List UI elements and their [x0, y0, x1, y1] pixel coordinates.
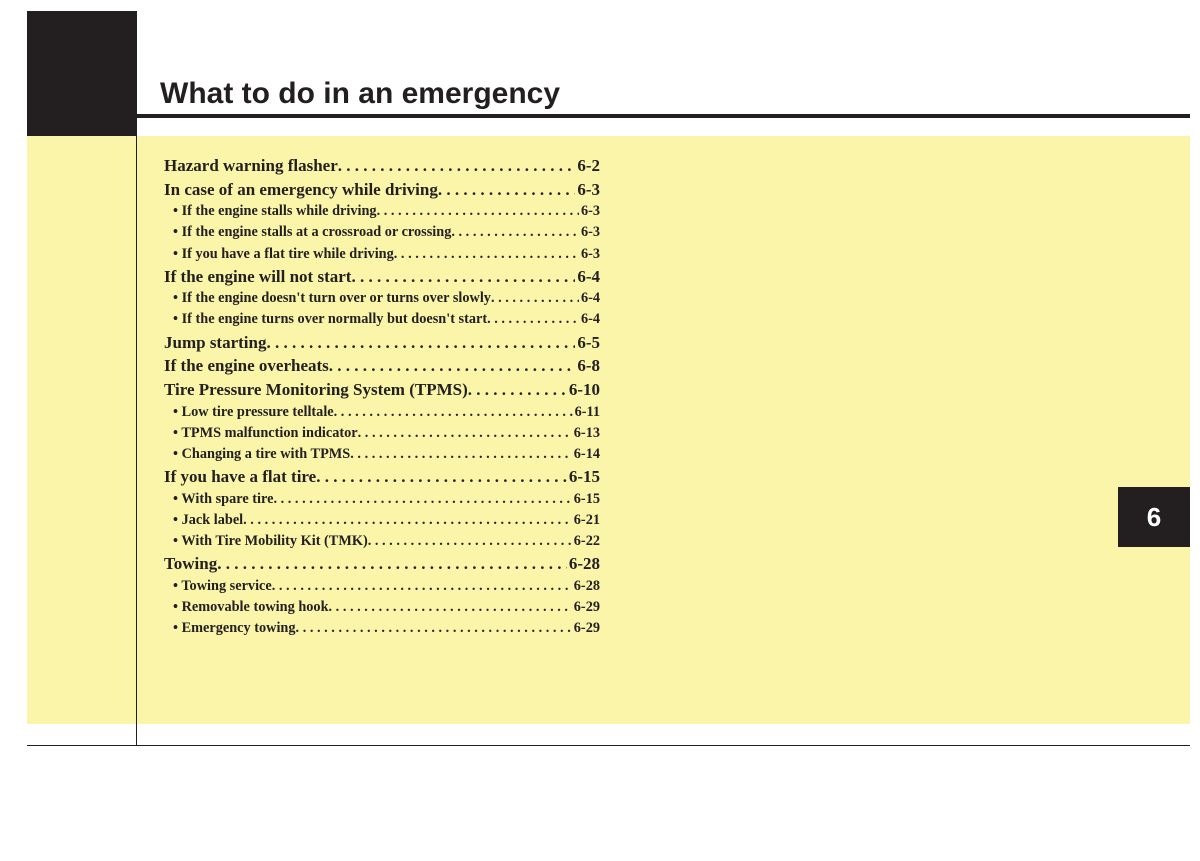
toc-entry-page: 6-13 — [573, 424, 600, 441]
toc-entry-label: If the engine will not start — [164, 266, 352, 286]
toc-entry-page: 6-3 — [580, 245, 600, 262]
toc-entry-page: 6-4 — [580, 311, 600, 328]
toc-subentry[interactable] — [164, 423, 600, 444]
header-black-block — [27, 11, 137, 136]
toc-subentry[interactable] — [164, 597, 600, 618]
toc-entry-label: • Emergency towing — [173, 619, 296, 636]
toc-dot-leader — [350, 444, 572, 465]
toc-dot-leader — [351, 265, 575, 289]
toc-entry-page: 6-4 — [580, 290, 600, 307]
toc-entry-label: • If the engine turns over normally but doesn't start — [173, 311, 488, 328]
toc-entry[interactable] — [164, 465, 600, 489]
toc-entry-label: If the engine overheats — [164, 356, 329, 376]
toc-dot-leader — [368, 531, 572, 552]
toc-subentry[interactable] — [164, 489, 600, 510]
toc-entry-page: 6-3 — [577, 179, 600, 199]
toc-entry-page: 6-29 — [573, 619, 600, 636]
toc-entry-page: 6-28 — [568, 553, 600, 573]
toc-entry-page: 6-10 — [568, 379, 600, 399]
toc-subentry[interactable] — [164, 618, 600, 639]
toc-subentry[interactable] — [164, 244, 600, 265]
toc-entry[interactable] — [164, 331, 600, 355]
toc-subentry[interactable] — [164, 576, 600, 597]
toc-entry-label: Towing — [164, 553, 218, 573]
toc-dot-leader — [273, 489, 571, 510]
toc-subentry[interactable] — [164, 201, 600, 222]
toc-dot-leader — [468, 378, 567, 402]
toc-entry-label: • TPMS malfunction indicator — [173, 424, 358, 441]
toc-dot-leader — [296, 618, 572, 639]
toc-dot-leader — [243, 510, 572, 531]
toc-entry-label: Hazard warning flasher — [164, 156, 338, 175]
toc-subentry[interactable] — [164, 222, 600, 243]
toc-dot-leader — [438, 178, 575, 202]
toc-entry[interactable] — [164, 265, 600, 289]
toc-entry-label: • If the engine stalls while driving — [173, 203, 377, 220]
toc-entry-label: • Towing service — [173, 577, 272, 594]
toc-entry-page: 6-3 — [580, 203, 600, 220]
toc-dot-leader — [377, 201, 579, 222]
toc-entry-label: • Changing a tire with TPMS — [173, 445, 351, 462]
toc-entry-page: 6-28 — [573, 577, 600, 594]
toc-entry-label: Tire Pressure Monitoring System (TPMS) — [164, 379, 468, 399]
toc-subentry[interactable] — [164, 531, 600, 552]
bottom-rule — [27, 745, 1190, 746]
toc-dot-leader — [217, 552, 567, 576]
toc-entry-page: 6-8 — [577, 356, 600, 376]
toc-entry-page: 6-3 — [580, 224, 600, 241]
toc-dot-leader — [329, 354, 576, 378]
toc-entry-label: Jump starting — [164, 332, 267, 352]
toc-dot-leader — [316, 465, 567, 489]
toc-entry-page: 6-15 — [573, 490, 600, 507]
toc-entry-label: • If the engine doesn't turn over or turns over slowly — [173, 290, 491, 307]
chapter-tab[interactable]: 6 — [1118, 487, 1190, 547]
toc-dot-leader — [487, 309, 579, 330]
toc-entry-page: 6-5 — [577, 332, 600, 352]
toc-entry-page: 6-15 — [568, 466, 600, 486]
toc-dot-leader — [272, 576, 572, 597]
toc-entry-label: If you have a flat tire — [164, 466, 317, 486]
toc-dot-leader — [358, 423, 572, 444]
toc-dot-leader — [266, 331, 575, 355]
toc-entry-page: 6-29 — [573, 598, 600, 615]
toc-entry-label: • With Tire Mobility Kit (TMK) — [173, 532, 368, 549]
toc-subentry[interactable] — [164, 402, 600, 423]
toc-dot-leader — [451, 222, 579, 243]
title-underline — [137, 114, 1190, 118]
toc-dot-leader — [491, 288, 579, 309]
toc-entry[interactable] — [164, 354, 600, 378]
toc-entry-label: • Removable towing hook — [173, 598, 329, 615]
toc-subentry[interactable] — [164, 444, 600, 465]
toc-entry[interactable] — [164, 178, 600, 202]
page-title: What to do in an emergency — [160, 77, 561, 110]
toc-dot-leader — [334, 402, 573, 423]
toc-entry-label: • Low tire pressure telltale — [173, 403, 334, 420]
toc-entry-label: • Jack label — [173, 511, 244, 528]
toc-subentry[interactable] — [164, 309, 600, 330]
toc-entry[interactable] — [164, 552, 600, 576]
toc-entry-page: 6-14 — [573, 445, 600, 462]
toc-dot-leader — [329, 597, 572, 618]
toc-subentry[interactable] — [164, 288, 600, 309]
toc-entry[interactable] — [164, 378, 600, 402]
toc-entry-page: 6-21 — [573, 511, 600, 528]
toc-entry-label: • If the engine stalls at a crossroad or crossing — [173, 224, 452, 241]
toc-entry-page: 6-4 — [577, 266, 600, 286]
toc-dot-leader — [338, 154, 576, 178]
toc-entry-page: 6-11 — [574, 403, 600, 420]
toc-dot-leader — [394, 244, 579, 265]
table-of-contents — [164, 154, 600, 639]
toc-entry[interactable] — [164, 154, 600, 178]
left-vertical-rule — [136, 136, 137, 746]
toc-subentry[interactable] — [164, 510, 600, 531]
toc-entry-page: 6-2 — [577, 156, 600, 175]
toc-entry-label: In case of an emergency while driving — [164, 179, 438, 199]
toc-entry-label: • With spare tire — [173, 490, 274, 507]
toc-entry-page: 6-22 — [573, 532, 600, 549]
toc-entry-label: • If you have a flat tire while driving — [173, 245, 394, 262]
